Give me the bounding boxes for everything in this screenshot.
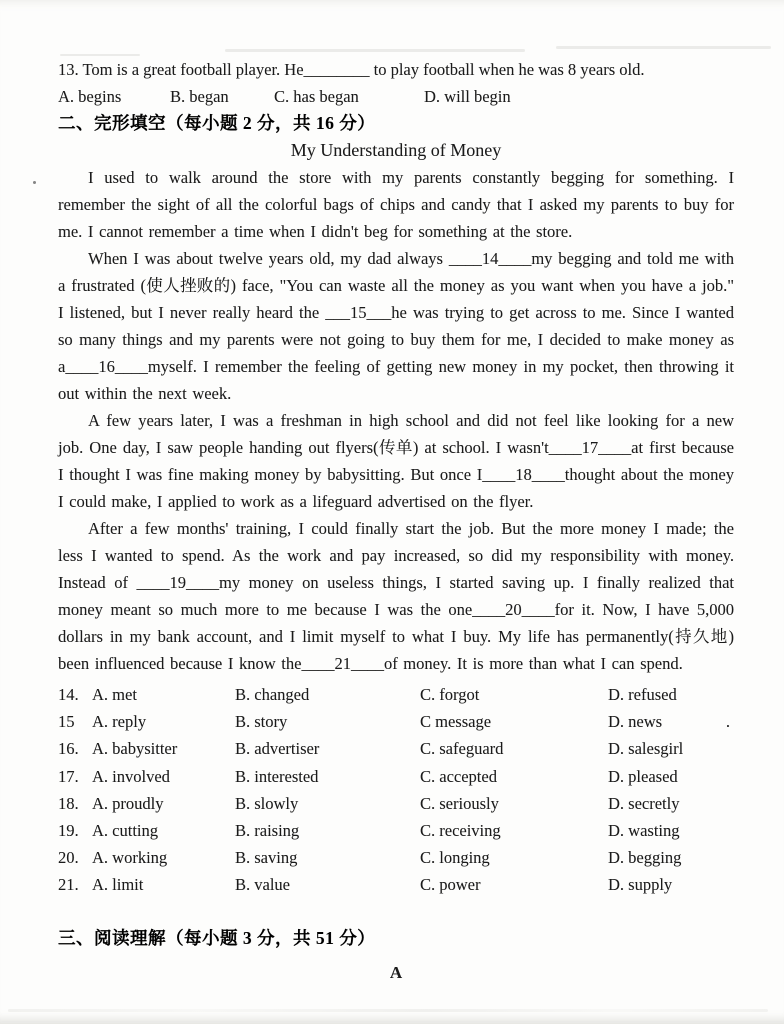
question-number: 15	[58, 712, 75, 732]
option-c: C. forgot	[420, 685, 480, 704]
scan-edge-shadow	[8, 1009, 768, 1012]
option-c: C. power	[420, 875, 481, 895]
option-a: A. working	[92, 848, 168, 868]
question-number: 14.	[58, 685, 79, 704]
q13-option-c: C. has began	[274, 87, 359, 106]
section-3-header: 三、阅读理解（每小题 3 分，共 51 分）	[58, 927, 376, 948]
option-a: A. proudly	[92, 793, 164, 813]
option-b: B. story	[235, 712, 288, 732]
option-b: B. changed	[235, 685, 310, 704]
q13-option-d: D. will begin	[424, 87, 511, 106]
option-a: A. met	[92, 685, 137, 704]
option-a: A. babysitter	[92, 739, 178, 759]
option-b: B. saving	[235, 848, 298, 868]
option-b: B. raising	[235, 821, 300, 841]
option-c: C. receiving	[420, 821, 501, 841]
q13-option-b: B. began	[170, 87, 229, 106]
question-number: 17.	[58, 766, 79, 786]
option-d: D. refused	[608, 685, 677, 704]
option-b: B. value	[235, 875, 290, 895]
option-d: D. salesgirl	[608, 739, 684, 759]
option-d: D. begging	[608, 848, 682, 868]
question-number: 19.	[58, 821, 79, 841]
cloze-option-row-20	[58, 844, 734, 871]
cloze-option-row-21	[58, 871, 734, 898]
option-a: A. involved	[92, 766, 170, 786]
option-b: B. advertiser	[235, 739, 320, 759]
cloze-option-row-16	[58, 735, 734, 762]
cloze-paragraph-3: A few years later, I was a freshman in high school and did not feel like looking for a new job. One day, I saw people handing out flyers(传单) at school. I wasn't____17____at first because I thought I was fine making money by babysitting. But once I____18____thought about the money I could make, I applied to work as a lifeguard advertised on the flyer.	[58, 411, 734, 511]
option-c: C. safeguard	[420, 739, 504, 759]
question-13-options	[58, 83, 734, 110]
option-d: D. supply	[608, 875, 673, 895]
cloze-option-row-15	[58, 708, 734, 735]
cloze-option-row-17	[58, 763, 734, 790]
option-d: D. wasting	[608, 821, 680, 841]
option-d: D. pleased	[608, 766, 678, 786]
option-a: A. cutting	[92, 821, 158, 841]
question-number: 20.	[58, 848, 79, 868]
cloze-option-row-14	[58, 681, 734, 708]
cloze-paragraph-2: When I was about twelve years old, my dad always ____14____my begging and told me with a frustrated (使人挫败的) face, "You can waste all the money as you want when you have a job." I listened, but I never really heard the ___15___he was trying to get across to me. Since I wanted so many things and my parents were not going to buy them for me, I decided to make money as a____16____myself. I remember the feeling of getting new money in my pocket, then throwing it out within the next week.	[58, 249, 734, 403]
question-number: 21.	[58, 875, 79, 895]
option-c: C. seriously	[420, 793, 499, 813]
cloze-options-table	[58, 681, 734, 899]
option-c: C message	[420, 712, 492, 732]
section-2-header: 二、完形填空（每小题 2 分，共 16 分）	[58, 113, 376, 133]
option-c: C. accepted	[420, 766, 497, 786]
option-a: A. reply	[92, 712, 147, 732]
cloze-option-row-19	[58, 817, 734, 844]
cloze-paragraph-1: I used to walk around the store with my parents constantly begging for something. I remember the sight of all the colorful bags of chips and candy that I asked my parents to buy for me. I cannot remember a time when I didn't beg for something at the store.	[58, 168, 734, 241]
reading-passage-label: A	[389, 962, 403, 982]
q13-option-a: A. begins	[58, 87, 122, 106]
stray-dot-artifact: .	[725, 712, 730, 732]
cloze-paragraph-4: After a few months' training, I could finally start the job. But the more money I made; the less I wanted to spend. As the work and pay increased, so did my responsibility with money. Instead of ____19____my money on useless things, I started saving up. I finally realized that money meant so much more to me because I was the one____20____for it. Now, I have 5,000 dollars in my bank account, and I limit myself to what I buy. My life has permanently(持久地) been influenced because I know the____21____of money. It is more than what I can spend.	[58, 519, 734, 673]
option-b: B. interested	[235, 766, 319, 786]
cloze-option-row-18	[58, 790, 734, 817]
option-d: D. news	[608, 712, 663, 732]
option-a: A. limit	[92, 875, 144, 895]
question-number: 16.	[58, 739, 79, 759]
cloze-passage-title: My Understanding of Money	[290, 140, 502, 160]
option-c: C. longing	[420, 848, 490, 868]
option-d: D. secretly	[608, 793, 680, 813]
question-number: 18.	[58, 793, 79, 813]
question-13-text: 13. Tom is a great football player. He________ to play football when he was 8 years old.	[58, 60, 645, 79]
option-b: B. slowly	[235, 793, 299, 813]
